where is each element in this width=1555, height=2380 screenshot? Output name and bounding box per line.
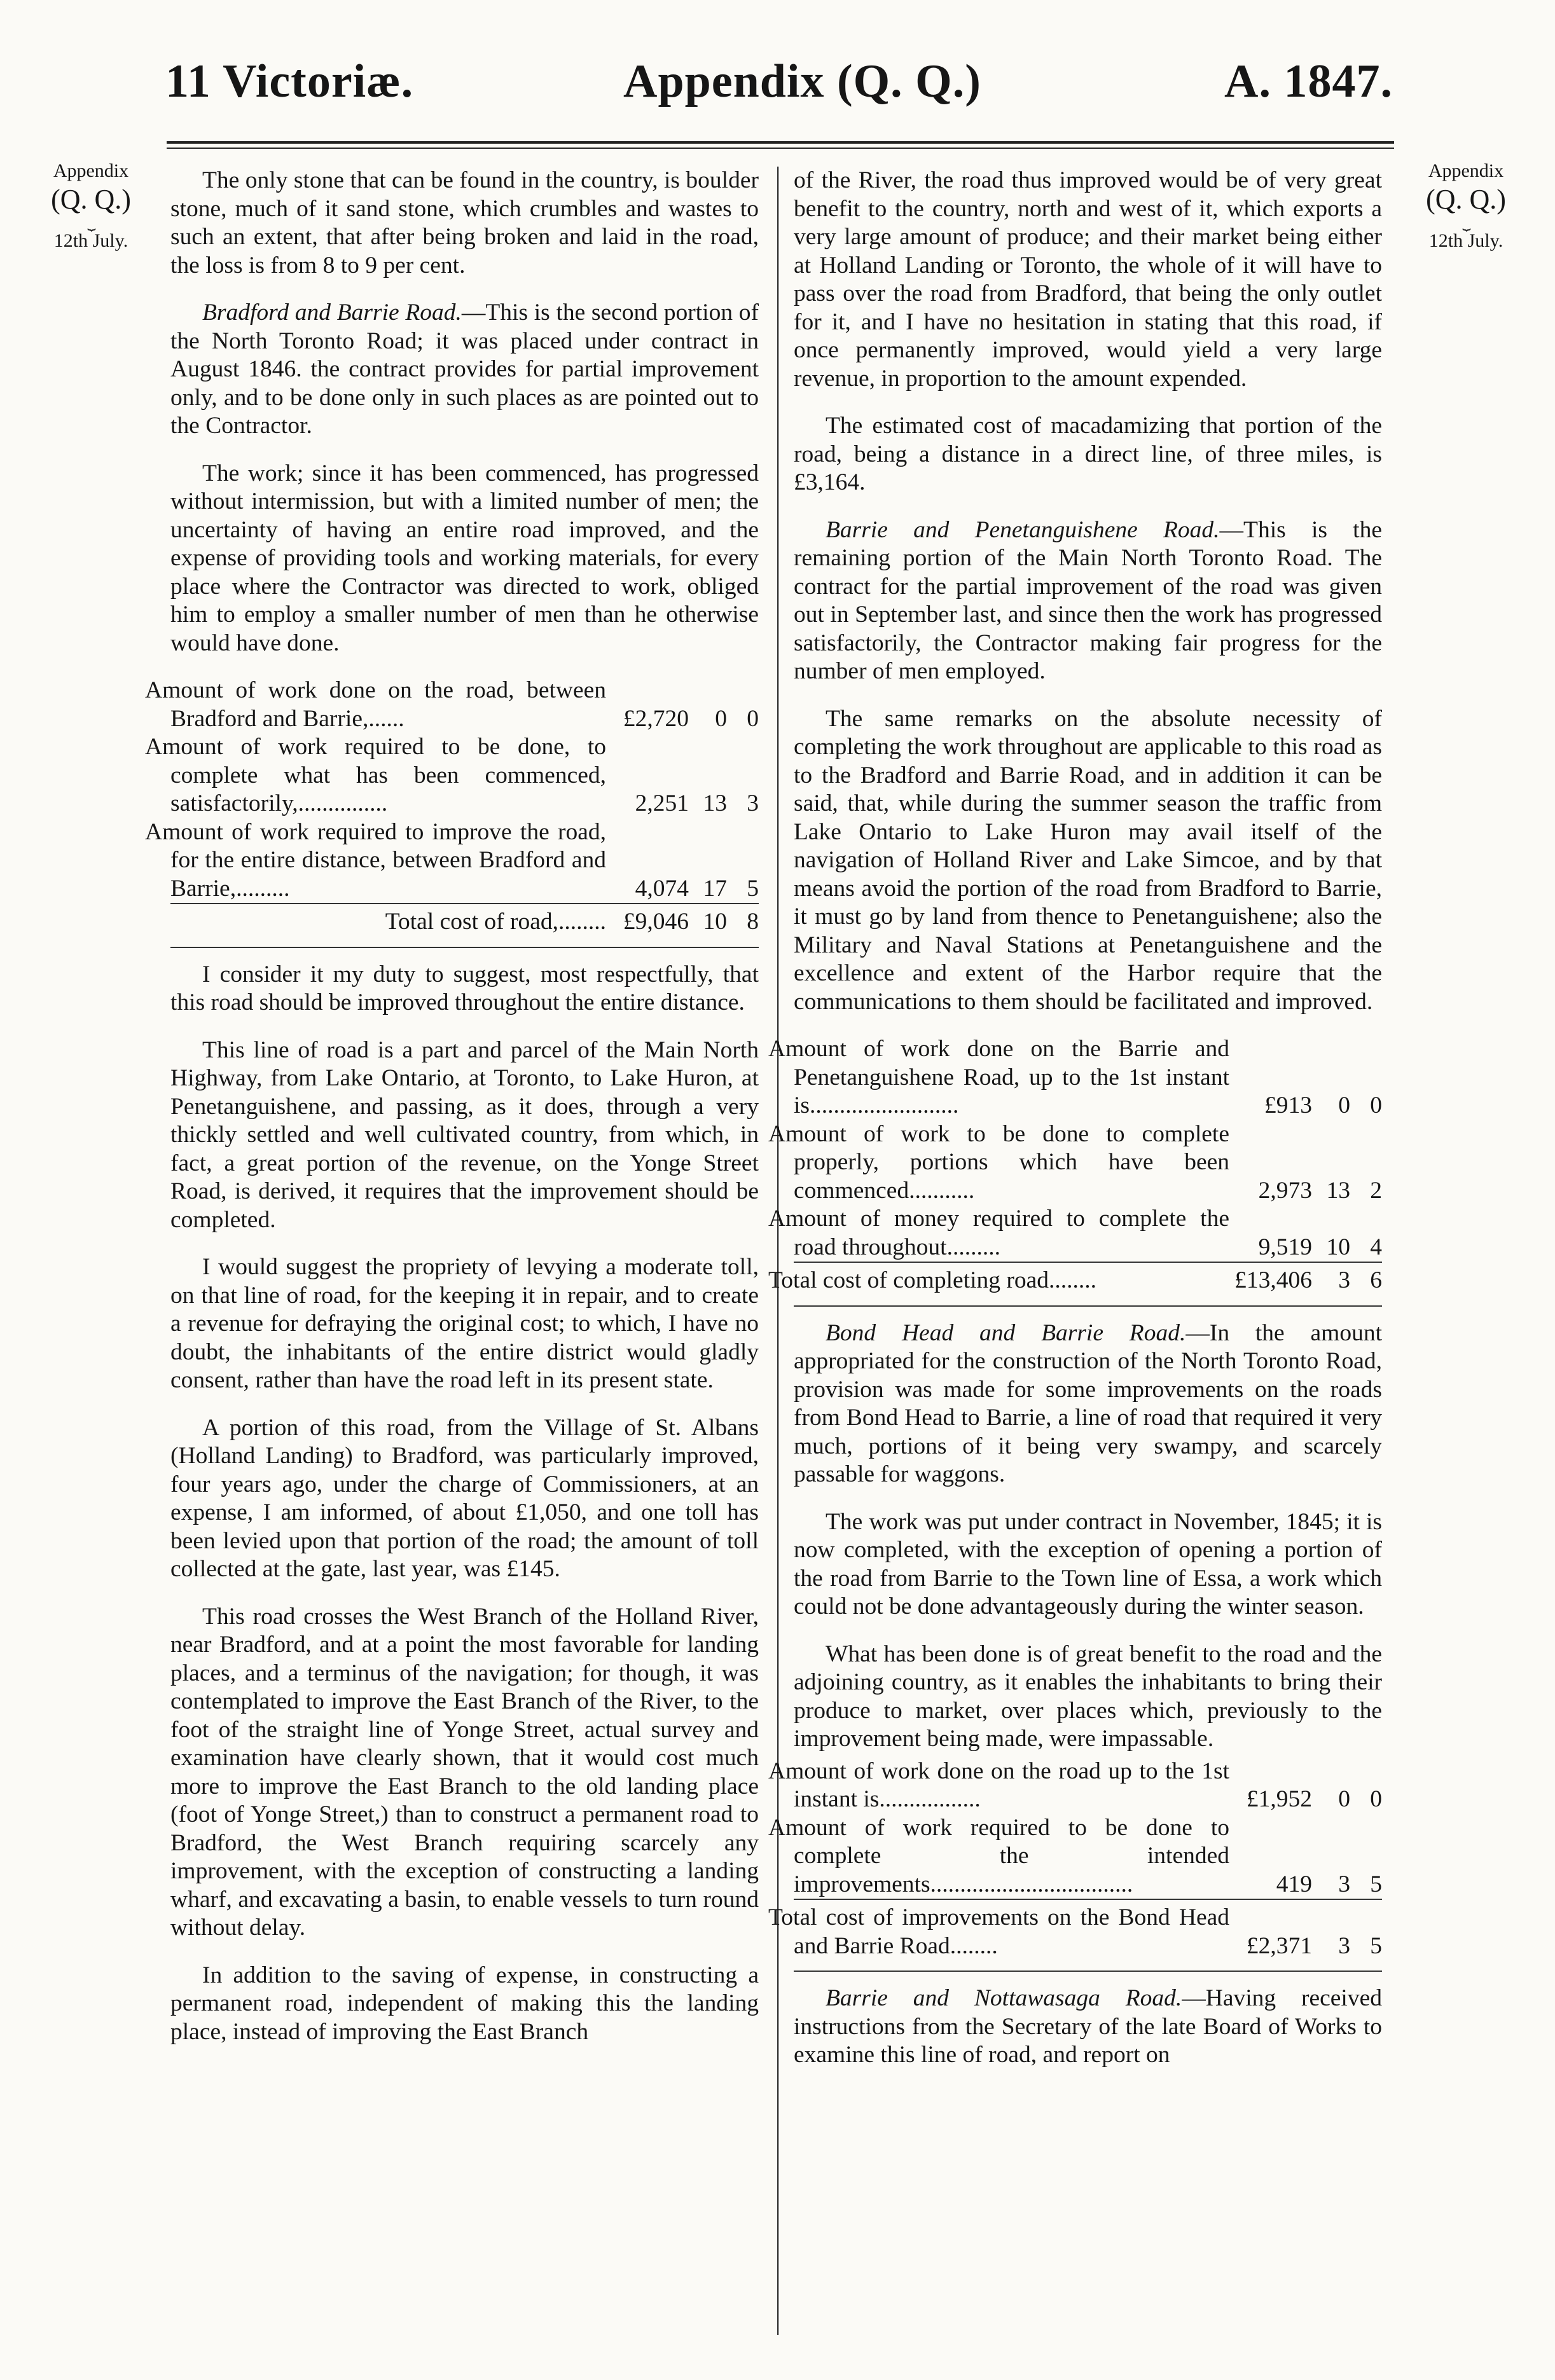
total-pence: 5	[1370, 1932, 1382, 1959]
margin-brace-icon: ⏟	[1462, 214, 1470, 230]
total-description: Total cost of completing road........	[768, 1267, 1097, 1293]
total-rule	[170, 904, 759, 908]
margin-date: 12th July.	[53, 230, 128, 251]
row-description: Amount of work required to be done, to complete what has been commenced, satisfactorily,...............	[145, 734, 606, 816]
paragraph: The same remarks on the absolute necessity of completing the work throughout are applicable to this road as to the Bradford and Barrie Road, and in addition it can be said, that, while during the summer season the traffic from Lake Ontario to Lake Huron may avail itself of the navigation of Holland River and Lake Simcoe, and by that means avoid the portion of the road from Bradford to Barrie, it must go by land from thence to Penetanguishene; also the Military and Naval Stations at Penetanguishene and the excellence and extent of the Harbor require that the communications to them should be facilitated and improved.	[794, 705, 1382, 1015]
table-row	[794, 1205, 1382, 1262]
header-regnal-year: 11 Victoriæ.	[165, 55, 414, 107]
table-total-row	[794, 1904, 1382, 1960]
table-row	[170, 733, 759, 818]
margin-label: Appendix	[1428, 160, 1504, 181]
margin-ref: (Q. Q.)	[1426, 184, 1506, 215]
paragraph-text: —This is the second portion of the North Toronto Road; it was placed under contract in August 1846. the contract provides for partial improvement only, and to be done only in such places as are pointed out to the Contractor.	[170, 299, 759, 439]
header-rule	[167, 141, 1394, 144]
table-row	[794, 1757, 1382, 1814]
page-header	[165, 50, 1393, 120]
row-pounds: £2,720	[623, 705, 689, 732]
margin-note-right	[1406, 159, 1526, 253]
margin-label: Appendix	[53, 160, 129, 181]
section-title: Barrie and Penetanguishene Road.	[826, 516, 1220, 543]
row-pence: 0	[747, 705, 759, 732]
paragraph: of the River, the road thus improved would be of very great benefit to the country, north and west of it, which exports a very large amount of produce; and their market being either at Holland Landing or Toronto, the whole of it will have to pass over the road from Bradford, that being the only outlet for it, and I have no hesitation in stating that this road, if once permanently improved, would yield a very large revenue, in proportion to the amount expended.	[794, 167, 1382, 392]
total-shillings: 3	[1338, 1932, 1350, 1959]
cost-table-bradford-barrie	[145, 677, 759, 937]
paragraph-text: —In the amount appropriated for the construction of the North Toronto Road, provision was made for some improvements on the roads from Bond Head to Barrie, a line of road that required it very much, portions of it being very swampy, and scarcely passable for waggons.	[794, 1319, 1382, 1487]
row-pence: 3	[747, 790, 759, 816]
cost-table-barrie-penetanguishene	[768, 1035, 1382, 1295]
total-description: Total cost of improvements on the Bond Head and Barrie Road........	[768, 1904, 1229, 1959]
paragraph-text: —This is the remaining portion of the Main North Toronto Road. The contract for the partial improvement of the road was given out in September last, and since then the work has progressed satisfactorily, the Contractor making fair progress for the number of men employed.	[794, 516, 1382, 684]
row-shillings: 0	[1338, 1786, 1350, 1812]
header-rule-thin	[167, 148, 1394, 149]
margin-ref: (Q. Q.)	[51, 184, 131, 215]
row-pounds: £913	[1264, 1092, 1312, 1118]
row-pounds: 4,074	[635, 875, 689, 902]
paragraph: I would suggest the propriety of levying a moderate toll, on that line of road, for the keeping it in repair, and to create a revenue for defraying the original cost; to which, I have no doubt, the inhabitants of the entire district would gladly consent, rather than have the road left in its present state.	[170, 1254, 759, 1393]
row-shillings: 13	[703, 790, 727, 816]
row-pence: 5	[1370, 1871, 1382, 1897]
row-pounds: 9,519	[1258, 1234, 1312, 1260]
total-shillings: 3	[1338, 1267, 1350, 1293]
row-pence: 0	[1370, 1092, 1382, 1118]
row-pounds: 2,973	[1258, 1177, 1312, 1204]
paragraph: A portion of this road, from the Village of St. Albans (Holland Landing) to Bradford, was particularly improved, four years ago, under the charge of Commissioners, at an expense, I am informed, of about £1,050, and one toll has been levied upon that portion of the road; the amount of toll collected at the gate, last year, was £145.	[170, 1414, 759, 1582]
row-pence: 5	[747, 875, 759, 902]
paragraph-text: —Having received instructions from the Secretary of the late Board of Works to examine this line of road, and report on	[794, 1985, 1382, 2068]
paragraph	[794, 1319, 1382, 1489]
section-separator	[170, 947, 759, 948]
row-description: Amount of work done on the road up to the 1st instant is.................	[768, 1757, 1229, 1812]
total-pounds: £13,406	[1234, 1267, 1312, 1293]
row-shillings: 3	[1338, 1871, 1350, 1897]
paragraph: I consider it my duty to suggest, most respectfully, that this road should be improved throughout the entire distance.	[170, 961, 759, 1015]
row-description: Amount of work required to improve the road, for the entire distance, between Bradford and Barrie,.........	[145, 818, 606, 902]
paragraph: This road crosses the West Branch of the Holland River, near Bradford, and at a point the most favorable for landing places, and a terminus of the navigation; for though, it was contemplated to improve the East Branch of the River, to the foot of the straight line of Yonge Street, actual survey and examination have clearly shown, that it would cost much more to improve the East Branch to the old landing place (foot of Yonge Street,) than to construct a permanent road to Bradford, the West Branch requiring scarcely any improvement, with the exception of constructing a landing wharf, and excavating a basin, to enable vessels to turn round without delay.	[170, 1603, 759, 1941]
paragraph	[794, 1984, 1382, 2070]
table-row	[170, 818, 759, 904]
table-row	[794, 1120, 1382, 1206]
table-row	[794, 1814, 1382, 1900]
paragraph	[170, 299, 759, 441]
column-divider	[777, 167, 782, 2335]
table-row	[170, 677, 759, 733]
section-title: Bradford and Barrie Road.	[202, 299, 462, 326]
paragraph: In addition to the saving of expense, in constructing a permanent road, independent of making this the landing place, instead of improving the East Branch	[170, 1962, 759, 2045]
total-shillings: 10	[703, 909, 727, 935]
row-pence: 4	[1370, 1234, 1382, 1260]
row-description: Amount of work done on the Barrie and Penetanguishene Road, up to the 1st instant is.........................	[768, 1036, 1229, 1118]
total-pence: 6	[1370, 1267, 1382, 1293]
row-description: Amount of work to be done to complete properly, portions which have been commenced...........	[768, 1120, 1229, 1204]
paragraph: The estimated cost of macadamizing that portion of the road, being a distance in a direct line, of three miles, is £3,164.	[794, 413, 1382, 495]
paragraph: The work; since it has been commenced, has progressed without intermission, but with a limited number of men; the uncertainty of having an entire road improved, and the expense of providing tools and working materials, for every place where the Contractor was directed to work, obliged him to employ a smaller number of men than he otherwise would have done.	[170, 460, 759, 656]
margin-brace-icon: ⏟	[87, 214, 95, 230]
row-shillings: 0	[1338, 1092, 1350, 1118]
row-pounds: £1,952	[1246, 1786, 1312, 1812]
table-row	[794, 1035, 1382, 1120]
row-pence: 2	[1370, 1177, 1382, 1204]
row-description: Amount of money required to complete the road throughout.........	[768, 1206, 1229, 1260]
header-year: A. 1847.	[1224, 55, 1393, 107]
total-pounds: £9,046	[623, 909, 689, 935]
row-shillings: 17	[703, 875, 727, 902]
total-pounds: £2,371	[1246, 1932, 1312, 1959]
section-title: Bond Head and Barrie Road.	[826, 1319, 1186, 1346]
paragraph: The work was put under contract in November, 1845; it is now completed, with the exception of opening a portion of the road from Barrie to the Town line of Essa, a work which could not be done advantageously during the winter season.	[794, 1508, 1382, 1620]
section-separator	[794, 1971, 1382, 1972]
cost-table-bond-head-barrie	[768, 1757, 1382, 1961]
row-description: Amount of work done on the road, between Bradford and Barrie,......	[145, 677, 606, 732]
header-appendix: Appendix (Q. Q.)	[623, 55, 981, 107]
row-shillings: 0	[715, 705, 727, 732]
paragraph	[794, 516, 1382, 686]
paragraph: The only stone that can be found in the country, is boulder stone, much of it sand stone, which crumbles and wastes to such an extent, that after being broken and laid in the road, the loss is from 8 to 9 per cent.	[170, 167, 759, 279]
row-description: Amount of work required to be done to complete the intended improvements..................................	[768, 1814, 1229, 1897]
margin-date: 12th July.	[1428, 230, 1503, 251]
section-separator	[794, 1305, 1382, 1307]
right-column	[768, 167, 1382, 2089]
total-rule	[794, 1899, 1382, 1904]
total-rule	[794, 1262, 1382, 1267]
total-description: Total cost of road,........	[385, 909, 606, 935]
paragraph: This line of road is a part and parcel of the Main North Highway, from Lake Ontario, at Toronto, to Lake Huron, at Penetanguishene, and passing, as it does, through a very thickly settled and well cultivated country, from which, in fact, a great portion of the revenue, on the Yonge Street Road, is derived, it requires that the improvement should be completed.	[170, 1036, 759, 1233]
row-shillings: 10	[1326, 1234, 1350, 1260]
table-total-row	[170, 908, 759, 937]
margin-note-left	[31, 159, 151, 253]
table-total-row	[794, 1267, 1382, 1295]
total-pence: 8	[747, 909, 759, 935]
row-pounds: 419	[1276, 1871, 1312, 1897]
section-title: Barrie and Nottawasaga Road.	[826, 1985, 1182, 2011]
row-shillings: 13	[1326, 1177, 1350, 1204]
row-pounds: 2,251	[635, 790, 689, 816]
left-column	[145, 167, 759, 2065]
row-pence: 0	[1370, 1786, 1382, 1812]
paragraph: What has been done is of great benefit to the road and the adjoining country, as it enables the inhabitants to bring their produce to market, over places which, previously to the improvement being made, were impassable.	[794, 1641, 1382, 1752]
